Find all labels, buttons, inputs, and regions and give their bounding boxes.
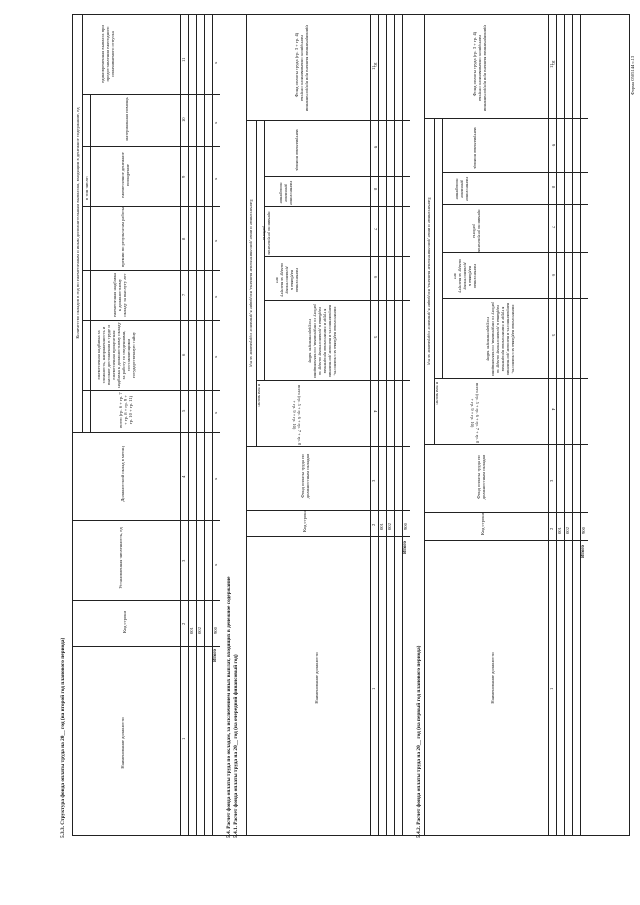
- section1-col-7: ежемесячная надбавка к должностному окладу за выслугу лет: [112, 272, 127, 318]
- section2-row2-line: [394, 14, 395, 836]
- section1-row1-line: [196, 14, 197, 836]
- section3-header-bottom-line: [548, 14, 549, 836]
- section1-col-position: Наименование должности: [120, 717, 125, 769]
- section1-colnum-11: 11: [181, 57, 186, 62]
- section2-colnum-2: 2: [371, 523, 376, 526]
- section1-col-sep-2: [72, 600, 220, 601]
- section1-in-that-number: в том числе:: [84, 176, 89, 200]
- section1-x-mark: x: [213, 121, 218, 124]
- section3-col-6: ежемесячная надбавка к должностному окладу за выслугу лет: [453, 258, 478, 294]
- section1-x-mark: x: [213, 295, 218, 298]
- section2-title: 5.4. Расчет фонда оплаты труда по окладам, за исключением иных выплат, входящих в денежное содержание: [226, 576, 232, 838]
- section2-colnum-8: 8: [373, 188, 378, 191]
- section3-colnum-line: [556, 14, 557, 836]
- section3-row3-line: [580, 14, 581, 836]
- section1-col-9: ежемесячное денежное поощрение: [120, 152, 130, 198]
- section3-itogo-code: 900: [581, 527, 586, 534]
- section1-itogo-label: Итого: [213, 649, 218, 662]
- section1-x-mark: x: [213, 355, 218, 358]
- section1-group-header-line: [82, 14, 83, 432]
- section1-x-mark: x: [213, 411, 218, 414]
- section3-col-total: всего (гр. 5 + гр. 6 + гр. 7 + гр. 8 + гр. 9 + гр. 10): [470, 382, 480, 443]
- section1-col-sep-10: [82, 94, 220, 95]
- section2-in-that-number: в том числе:: [257, 384, 262, 407]
- section2-col-sep-3: [246, 446, 410, 447]
- section3-col-8: ежемесячное денежное поощрение: [455, 176, 470, 202]
- section1-colnum-5: 5: [181, 409, 186, 412]
- section2-colnum-1: 1: [371, 687, 376, 690]
- section1-col-8: премии по результатам работы: [120, 206, 125, 268]
- section3-itogo-sep: [580, 540, 588, 541]
- section2-col-sep-2: [246, 510, 410, 511]
- section3-col-position: Наименование должности: [490, 652, 495, 704]
- section2-itogo-label: Итого: [403, 541, 408, 554]
- section2-row-code-1: 001: [379, 523, 384, 530]
- section3-colnum-4: 4: [551, 408, 556, 411]
- section2-group-header: Ежемесячные и иные дополнительные выплаты, входящие в денежное содержание за год: [249, 199, 254, 367]
- section1-x-mark: x: [213, 239, 218, 242]
- section2-colnum-7: 7: [373, 228, 378, 231]
- section1-itogo-code: 900: [213, 627, 218, 634]
- section3-col-sep-4: [434, 378, 588, 379]
- section1-x-mark: x: [213, 177, 218, 180]
- section1-col-sep-1: [72, 646, 220, 647]
- section3-outer-border: [424, 14, 630, 836]
- section2-row1-line: [386, 14, 387, 836]
- section3-row-code-1: 001: [557, 527, 562, 534]
- section2-row-code-2: 002: [387, 523, 392, 530]
- section1-x-mark: x: [213, 61, 218, 64]
- section2-col-fund: Фонд оплаты труда по должностным окладам: [300, 453, 310, 499]
- section2-colnum-10: 10: [373, 62, 378, 67]
- section3-row2-line: [572, 14, 573, 836]
- section2-col-total: всего (гр. 5 + гр. 6 + гр. 7 + гр. 8 + гр. 9 + гр. 10): [292, 384, 302, 445]
- section3-colnum-8: 8: [551, 186, 556, 189]
- section1-colnum-10: 10: [181, 117, 186, 122]
- section3-col-11: Фонд оплаты труда (гр. 3 + гр. 4): [472, 31, 477, 97]
- section2-col-position: Наименование должности: [314, 652, 319, 704]
- section1-col-sep-5: [82, 390, 220, 391]
- section1-col-11: единовременная выплата при предоставлении ежегодного оплачиваемого отпуска: [100, 25, 115, 83]
- section3-col-10: единовременная выплата при предоставлении ежегодного оплачиваемого отпуска: [478, 24, 488, 112]
- section1-title: 5.3.3. Структура фонда оплаты труда на 20__ год (на второй год планового периода): [60, 637, 66, 838]
- section3-colnum-2: 2: [549, 527, 554, 530]
- section3-col-code: Код строки: [480, 513, 485, 535]
- section1-colnum-2: 2: [181, 622, 186, 625]
- section3-title: 5.4.2. Расчет фонда оплаты труда на 20__ год (на первый год планового периода): [416, 645, 422, 838]
- section2-subtitle: 5.4.1. Расчет фонда оплаты труда на 20__ год (на очередной финансовый год): [233, 654, 239, 838]
- section2-col-8: ежемесячное денежное поощрение: [279, 180, 294, 206]
- section3-colnum-5: 5: [551, 334, 556, 337]
- section3-col-5: ежемесячная надбавка за сложность, напряженность и высокие достижения в труде и ежемесячная процентная надбавка к должностному окладу за работу со сведениями, составляющими государственную тайну: [486, 302, 516, 376]
- section2-colnum-line: [378, 14, 379, 836]
- section3-in-that-number: в том числе:: [435, 382, 440, 405]
- section2-colnum-9: 9: [373, 146, 378, 149]
- section2-colnum-3: 3: [371, 479, 376, 482]
- section3-colnum-1: 1: [549, 687, 554, 690]
- section2-col-code: Код строки: [302, 510, 307, 532]
- section1-header-bottom-line: [180, 14, 181, 836]
- section1-colnum-3: 3: [181, 559, 186, 562]
- section3-colnum-9: 9: [551, 144, 556, 147]
- section2-col-10: единовременная выплата при предоставлении ежегодного оплачиваемого отпуска: [300, 24, 310, 112]
- section1-colnum-line: [188, 14, 189, 836]
- section2-colnum-11: 11: [371, 65, 376, 70]
- section3-inthat-line: [442, 118, 443, 378]
- section3-col-sep-6: [442, 252, 588, 253]
- section2-itogo-sep: [402, 536, 410, 537]
- section2-col-sep-1: [246, 536, 410, 537]
- section1-itogo-sep: [212, 646, 220, 647]
- section3-colnum-7: 7: [551, 226, 556, 229]
- section1-col-total: всего (гр. 6 + гр. 7 + гр. 8 + гр. 9 + гр. 10 + гр. 11): [118, 392, 133, 428]
- section1-colnum-7: 7: [181, 293, 186, 296]
- section2-col-sep-10: [246, 120, 264, 121]
- section1-colnum-9: 9: [181, 175, 186, 178]
- section1-x-mark: x: [213, 477, 218, 480]
- section1-col-sep-3: [72, 520, 220, 521]
- section2-col-7: премии по результатам работы: [262, 211, 272, 255]
- section3-col-sep-8: [442, 172, 588, 173]
- section1-col-code: Код строки: [122, 611, 127, 633]
- section2-itogo-code: 900: [403, 523, 408, 530]
- section2-colnum-6: 6: [373, 276, 378, 279]
- section2-colnum-5: 5: [373, 336, 378, 339]
- section1-col-headcount: Установленная численность, ед: [118, 527, 123, 589]
- section2-col-11: Фонд оплаты труда (гр. 3 + гр. 4): [294, 32, 299, 98]
- section2-col-sep-5: [264, 300, 410, 301]
- section1-col-sep-8: [82, 206, 220, 207]
- section1-x-mark: x: [213, 563, 218, 566]
- section2-col-5: ежемесячная надбавка за сложность, напряженность и высокие достижения в труде и ежемесячная процентная надбавка к должностному окладу за работу со сведениями, составляющими государственную тайну: [308, 304, 338, 378]
- section1-colnum-4: 4: [181, 475, 186, 478]
- section1-row-code-1: 001: [189, 627, 194, 634]
- section1-row-code-2: 002: [197, 627, 202, 634]
- section1-group-header: Количество окладов в год по ежемесячным и иным дополнительным выплатам, входящим в денежное содержание, ед: [75, 107, 80, 339]
- section2-row3-line: [402, 14, 403, 836]
- section3-colnum-3: 3: [549, 479, 554, 482]
- section2-col-sep-8: [264, 176, 410, 177]
- section1-col-salary: Должностной оклад в месяц: [120, 446, 125, 502]
- section1-inthat-line: [90, 94, 91, 432]
- section3-col-sep-2: [424, 512, 588, 513]
- section3-group-header: Ежемесячные и иные дополнительные выплаты, входящие в денежное содержание за год: [427, 197, 432, 365]
- section1-colnum-6: 6: [181, 353, 186, 356]
- section1-col-sep-6: [82, 320, 220, 321]
- section3-row-code-2: 002: [565, 527, 570, 534]
- section2-col-sep-9: [264, 120, 410, 121]
- section2-col-6: ежемесячная надбавка к должностному окладу за выслугу лет: [275, 262, 300, 298]
- section3-col-fund: Фонд оплаты труда по должностным окладам: [476, 454, 486, 500]
- section3-itogo-label: Итого: [581, 545, 586, 558]
- section1-col-sep-4: [72, 432, 220, 433]
- section3-row1-line: [564, 14, 565, 836]
- section3-col-sep-5: [442, 298, 588, 299]
- section3-col-sep-9: [442, 118, 588, 119]
- section2-col-sep-7: [264, 206, 410, 207]
- section1-col-sep-9: [82, 146, 220, 147]
- section1-row2-line: [204, 14, 205, 836]
- form-code: Форма 0505144 с.13: [630, 55, 635, 95]
- section3-colnum-6: 6: [551, 274, 556, 277]
- section2-col-9: материальная помощь: [295, 129, 300, 171]
- section3-col-9: материальная помощь: [473, 127, 478, 169]
- section1-col-6: ежемесячная надбавка за сложность, напряженность и высокие достижения в труде и ежемесячная процентная надбавка к должностному окладу за работу со сведениями, составляющими государственную тайну: [96, 322, 136, 388]
- section3-colnum-11: 11: [549, 63, 554, 68]
- section2-header-bottom-line: [370, 14, 371, 836]
- section3-col-sep-7: [442, 204, 588, 205]
- section3-colnum-10: 10: [551, 60, 556, 65]
- section1-row3-line: [212, 14, 213, 836]
- section3-col-sep-3: [424, 444, 588, 445]
- section1-colnum-1: 1: [181, 737, 186, 740]
- section1-col-sep-7: [82, 270, 220, 271]
- section2-colnum-4: 4: [373, 410, 378, 413]
- section3-col-sep-1: [424, 540, 588, 541]
- section1-colnum-8: 8: [181, 237, 186, 240]
- section3-col-sep-10: [424, 118, 442, 119]
- section2-col-sep-4: [256, 380, 410, 381]
- section2-col-sep-6: [264, 256, 410, 257]
- section3-col-7: премии по результатам работы: [472, 209, 482, 253]
- section1-col-10: материальная помощь: [124, 97, 129, 141]
